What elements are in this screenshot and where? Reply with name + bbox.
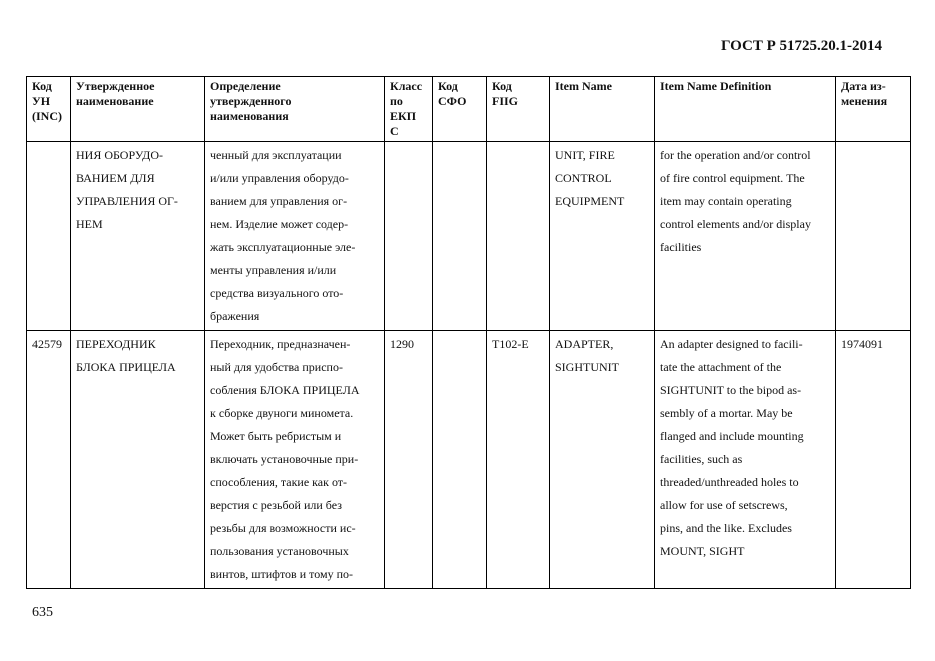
header-change-date: Дата из- менения	[836, 77, 911, 142]
table-header-row	[27, 77, 911, 142]
document-title: ГОСТ Р 51725.20.1-2014	[721, 38, 883, 54]
cell-inc-code: 42579	[27, 331, 71, 589]
cell-ekps-class	[385, 142, 433, 331]
cell-sfo-code	[433, 142, 487, 331]
cell-fiig-code: T102-E	[487, 331, 550, 589]
cell-ekps-class: 1290	[385, 331, 433, 589]
header-item-name-definition: Item Name Definition	[655, 77, 836, 142]
cell-approved-name: НИЯ ОБОРУДО- ВАНИЕМ ДЛЯ УПРАВЛЕНИЯ ОГ- НЕМ	[71, 142, 205, 331]
cell-item-name: UNIT, FIRE CONTROL EQUIPMENT	[550, 142, 655, 331]
cell-name-definition: Переходник, предназначен- ный для удобства приспо- собления БЛОКА ПРИЦЕЛА к сборке двуноги миномета. Может быть ребристым и включать установочные при- способления, такие как от- верстия с резьбой или без резьбы для возможности ис- пользования установочных винтов, штифтов и тому по-	[205, 331, 385, 589]
cell-approved-name: ПЕРЕХОДНИК БЛОКА ПРИЦЕЛА	[71, 331, 205, 589]
cell-item-name-definition: for the operation and/or control of fire control equipment. The item may contain operating control elements and/or display facilities	[655, 142, 836, 331]
cell-change-date	[836, 142, 911, 331]
table-row	[27, 331, 911, 589]
header-fiig-code: Код FIIG	[487, 77, 550, 142]
header-item-name: Item Name	[550, 77, 655, 142]
cell-change-date: 1974091	[836, 331, 911, 589]
cell-sfo-code	[433, 331, 487, 589]
cell-item-name: ADAPTER, SIGHTUNIT	[550, 331, 655, 589]
cell-inc-code	[27, 142, 71, 331]
cell-name-definition: ченный для эксплуатации и/или управления оборудо- ванием для управления ог- нем. Изделие может содер- жать эксплуатационные эле- менты управления и/или средства визуального ото- бражения	[205, 142, 385, 331]
header-name-definition: Определение утвержденного наименования	[205, 77, 385, 142]
page-number: 635	[32, 605, 53, 620]
cell-item-name-definition: An adapter designed to facili- tate the attachment of the SIGHTUNIT to the bipod as- sembly of a mortar. May be flanged and include mounting facilities, such as threaded/unthreaded holes to allow for use of setscrews, pins, and the like. Excludes MOUNT, SIGHT	[655, 331, 836, 589]
table-row	[27, 142, 911, 331]
header-approved-name: Утвержденное наименование	[71, 77, 205, 142]
header-ekps-class: Класс по ЕКП С	[385, 77, 433, 142]
nomenclature-table	[26, 76, 911, 589]
cell-fiig-code	[487, 142, 550, 331]
header-sfo-code: Код СФО	[433, 77, 487, 142]
header-inc-code: Код УН (INC)	[27, 77, 71, 142]
